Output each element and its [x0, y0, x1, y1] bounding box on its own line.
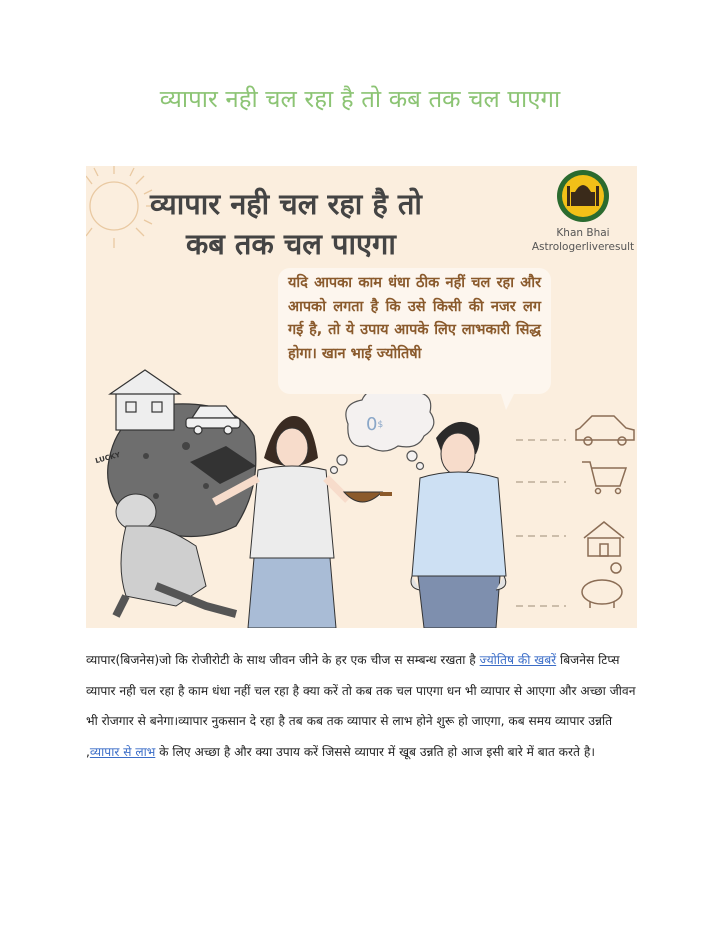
paragraph-text-2: बिजनेस टिप्स व्यापार नही चल रहा है काम धंधा नहीं चल रहा है क्या करें तो कब तक चल पाएगा धन भी व्यापार से आएगा और अच्छा जीवन भी रोजगार से बनेगा।व्यापार नुकसान दे रहा है तब कब तक व्यापार से लाभ होने शुरू हो जाएगा, कब समय व्यापार उन्नति ,: [86, 653, 636, 759]
logo-caption: [529, 226, 637, 254]
paragraph-text-1: व्यापार(बिजनेस)जो कि रोजीरोटी के साथ जीवन जीने के हर एक चीज स सम्बन्ध रखता है: [86, 653, 480, 667]
logo-line2: Astrologerliveresult: [531, 241, 635, 253]
paragraph-text-3: के लिए अच्छा है और क्या उपाय करें जिससे व्यापार में खूब उन्नति हो आज इसी बारे में बात करते है।: [155, 744, 595, 759]
car-outline-icon: [576, 416, 634, 445]
man-figure-icon: [411, 422, 506, 628]
house-outline-icon: [584, 522, 624, 556]
page-title: व्यापार नही चल रहा है तो कब तक चल पाएगा: [159, 85, 561, 113]
article-banner-image: [86, 166, 637, 628]
business-profit-link[interactable]: व्यापार से लाभ: [89, 744, 156, 759]
piggy-bank-icon: [582, 563, 622, 608]
bubble-number: 0: [366, 414, 378, 435]
banner-quote: यदि आपका काम धंधा ठीक नहीं चल रहा और आपको लगता है कि उसे किसी की नजर लग गई है, तो ये उपाय आपके लिए लाभकारी सिद्ध होगा। खान भाई ज्योतिषी: [278, 268, 551, 394]
house-icon: [110, 370, 180, 430]
bowl-icon: [344, 492, 392, 502]
logo-line1: Khan Bhai: [556, 227, 610, 239]
banner-heading-line1: व्यापार नही चल रहा है तो: [150, 187, 422, 221]
lucky-label: LUCKY: [94, 450, 122, 466]
article-paragraph: [86, 645, 637, 767]
banner-heading-line2: कब तक चल पाएगा: [186, 227, 396, 261]
shopping-cart-icon: [582, 462, 626, 494]
astrology-news-link[interactable]: ज्योतिष की खबरें: [479, 653, 557, 667]
bubble-value: [366, 414, 383, 435]
dashed-guides: [516, 440, 566, 606]
bubble-symbol: $: [377, 420, 384, 430]
